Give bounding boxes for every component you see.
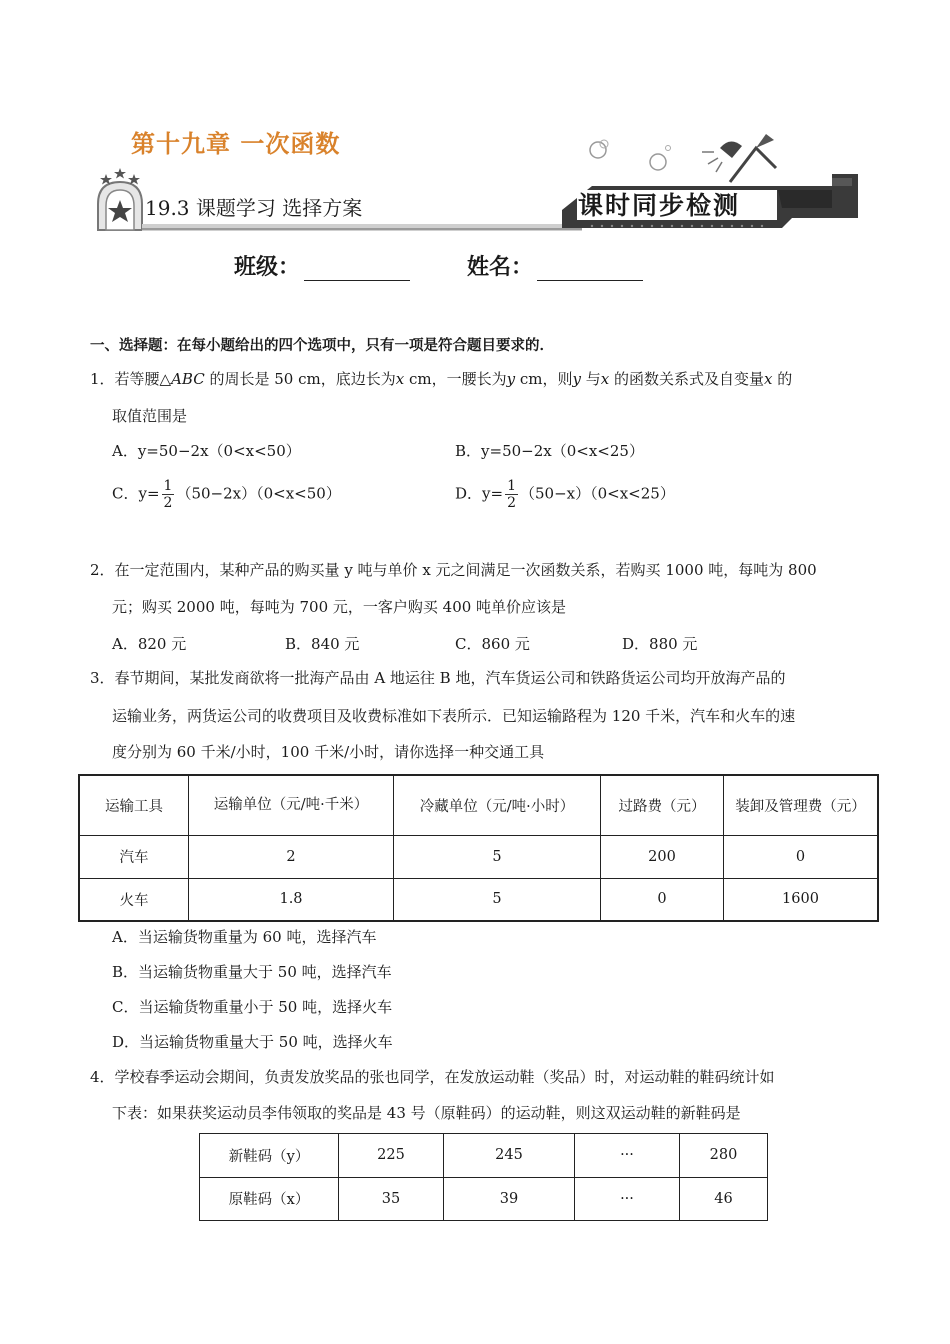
star-badge-icon (98, 168, 142, 230)
table-row (79, 835, 878, 878)
table-cell: 1600 (724, 878, 879, 921)
q3-line1: 3．春节期间，某批发商欲将一批海产品由 A 地运往 B 地，汽车货运公司和铁路货运公司均开放海产品的 (90, 669, 786, 687)
table-cell: 225 (339, 1134, 444, 1178)
q1-option-a[interactable]: A．y=50−2x（0<x<50） (112, 442, 301, 460)
q4-line2: 下表：如果获奖运动员李伟领取的奖品是 43 号（原鞋码）的运动鞋，则这双运动鞋的新鞋码是 (112, 1104, 741, 1122)
table-cell: ··· (575, 1134, 680, 1178)
class-blank[interactable] (304, 260, 410, 281)
q1-option-c[interactable]: C．y= $\frac{1}{2}$ （50−2x）（0<x<50） (112, 478, 341, 511)
table-cell: 2 (189, 835, 394, 878)
table-cell: 280 (680, 1134, 768, 1178)
table-cell: 200 (601, 835, 724, 878)
q4-line1: 4．学校春季运动会期间，负责发放奖品的张也同学，在发放运动鞋（奖品）时，对运动鞋的鞋码统计如 (90, 1068, 775, 1086)
table-cell: 46 (680, 1177, 768, 1221)
name-blank[interactable] (537, 260, 643, 281)
q3-option-b[interactable]: B．当运输货物重量大于 50 吨，选择汽车 (112, 963, 392, 981)
name-label: 姓名： (467, 255, 534, 280)
q3-option-d[interactable]: D．当运输货物重量大于 50 吨，选择火车 (112, 1033, 393, 1051)
shoe-size-table (199, 1133, 768, 1221)
banner-label: 课时同步检测 (578, 191, 741, 220)
section-title: 19.3 课题学习 选择方案 (145, 196, 363, 220)
table-cell: 1.8 (189, 878, 394, 921)
table-cell: 汽车 (79, 835, 189, 878)
table-cell: 5 (394, 878, 601, 921)
fraction-one-half: $\frac{1}{2}$ (163, 478, 173, 511)
name-field (467, 250, 643, 281)
table-row (200, 1134, 768, 1178)
q2-line2: 元；购买 2000 吨，每吨为 700 元，一客户购买 400 吨单价应该是 (112, 598, 567, 616)
q2-option-c[interactable]: C．860 元 (455, 635, 530, 653)
table-header-cell: 冷藏单位（元/吨·小时） (394, 775, 601, 835)
table-cell: 新鞋码（y） (200, 1134, 339, 1178)
table-cell: ··· (575, 1177, 680, 1221)
q2-option-b[interactable]: B．840 元 (285, 635, 360, 653)
q1-option-d[interactable]: D．y= $\frac{1}{2}$ （50−x）（0<x<25） (455, 478, 675, 511)
instructions: 一、选择题：在每小题给出的四个选项中，只有一项是符合题目要求的． (90, 338, 554, 354)
table-cell: 0 (724, 835, 879, 878)
table-cell: 原鞋码（x） (200, 1177, 339, 1221)
class-field (234, 250, 410, 281)
fraction-one-half: $\frac{1}{2}$ (507, 478, 516, 511)
table-cell: 0 (601, 878, 724, 921)
table-header-cell: 装卸及管理费（元） (724, 775, 879, 835)
table-cell: 39 (444, 1177, 575, 1221)
q3-line2: 运输业务，两货运公司的收费项目及收费标准如下表所示．已知运输路程为 120 千米，汽车和火车的速 (112, 707, 796, 725)
q3-line3: 度分别为 60 千米/小时，100 千米/小时，请你选择一种交通工具 (112, 743, 545, 761)
q3-option-c[interactable]: C．当运输货物重量小于 50 吨，选择火车 (112, 998, 393, 1016)
q1-option-b[interactable]: B．y=50−2x（0<x<25） (455, 442, 644, 460)
table-cell: 245 (444, 1134, 575, 1178)
table-cell: 火车 (79, 878, 189, 921)
table-header-cell: 运输工具 (79, 775, 189, 835)
q1-line1: 1．若等腰△ABC 的周长是 50 cm，底边长为x cm，一腰长为y cm，则y 与x 的函数关系式及自变量x 的 (90, 370, 793, 388)
chapter-title: 第十九章 一次函数 (131, 130, 341, 158)
table-header-row (79, 775, 878, 835)
class-label: 班级： (234, 255, 301, 280)
table-cell: 5 (394, 835, 601, 878)
q2-option-a[interactable]: A．820 元 (112, 635, 187, 653)
q1-line2: 取值范围是 (112, 407, 188, 425)
table-row (79, 878, 878, 921)
q2-option-d[interactable]: D．880 元 (622, 635, 698, 653)
table-cell: 35 (339, 1177, 444, 1221)
table-header-cell: 运输单位（元/吨·千米） (189, 775, 394, 835)
q3-option-a[interactable]: A．当运输货物重量为 60 吨，选择汽车 (112, 928, 377, 946)
freight-table (78, 774, 879, 922)
table-header-cell: 过路费（元） (601, 775, 724, 835)
desk-lamp-icon (580, 128, 780, 186)
q2-line1: 2．在一定范围内，某种产品的购买量 y 吨与单价 x 元之间满足一次函数关系，若购买 1000 吨，每吨为 800 (90, 561, 817, 579)
table-row (200, 1177, 768, 1221)
